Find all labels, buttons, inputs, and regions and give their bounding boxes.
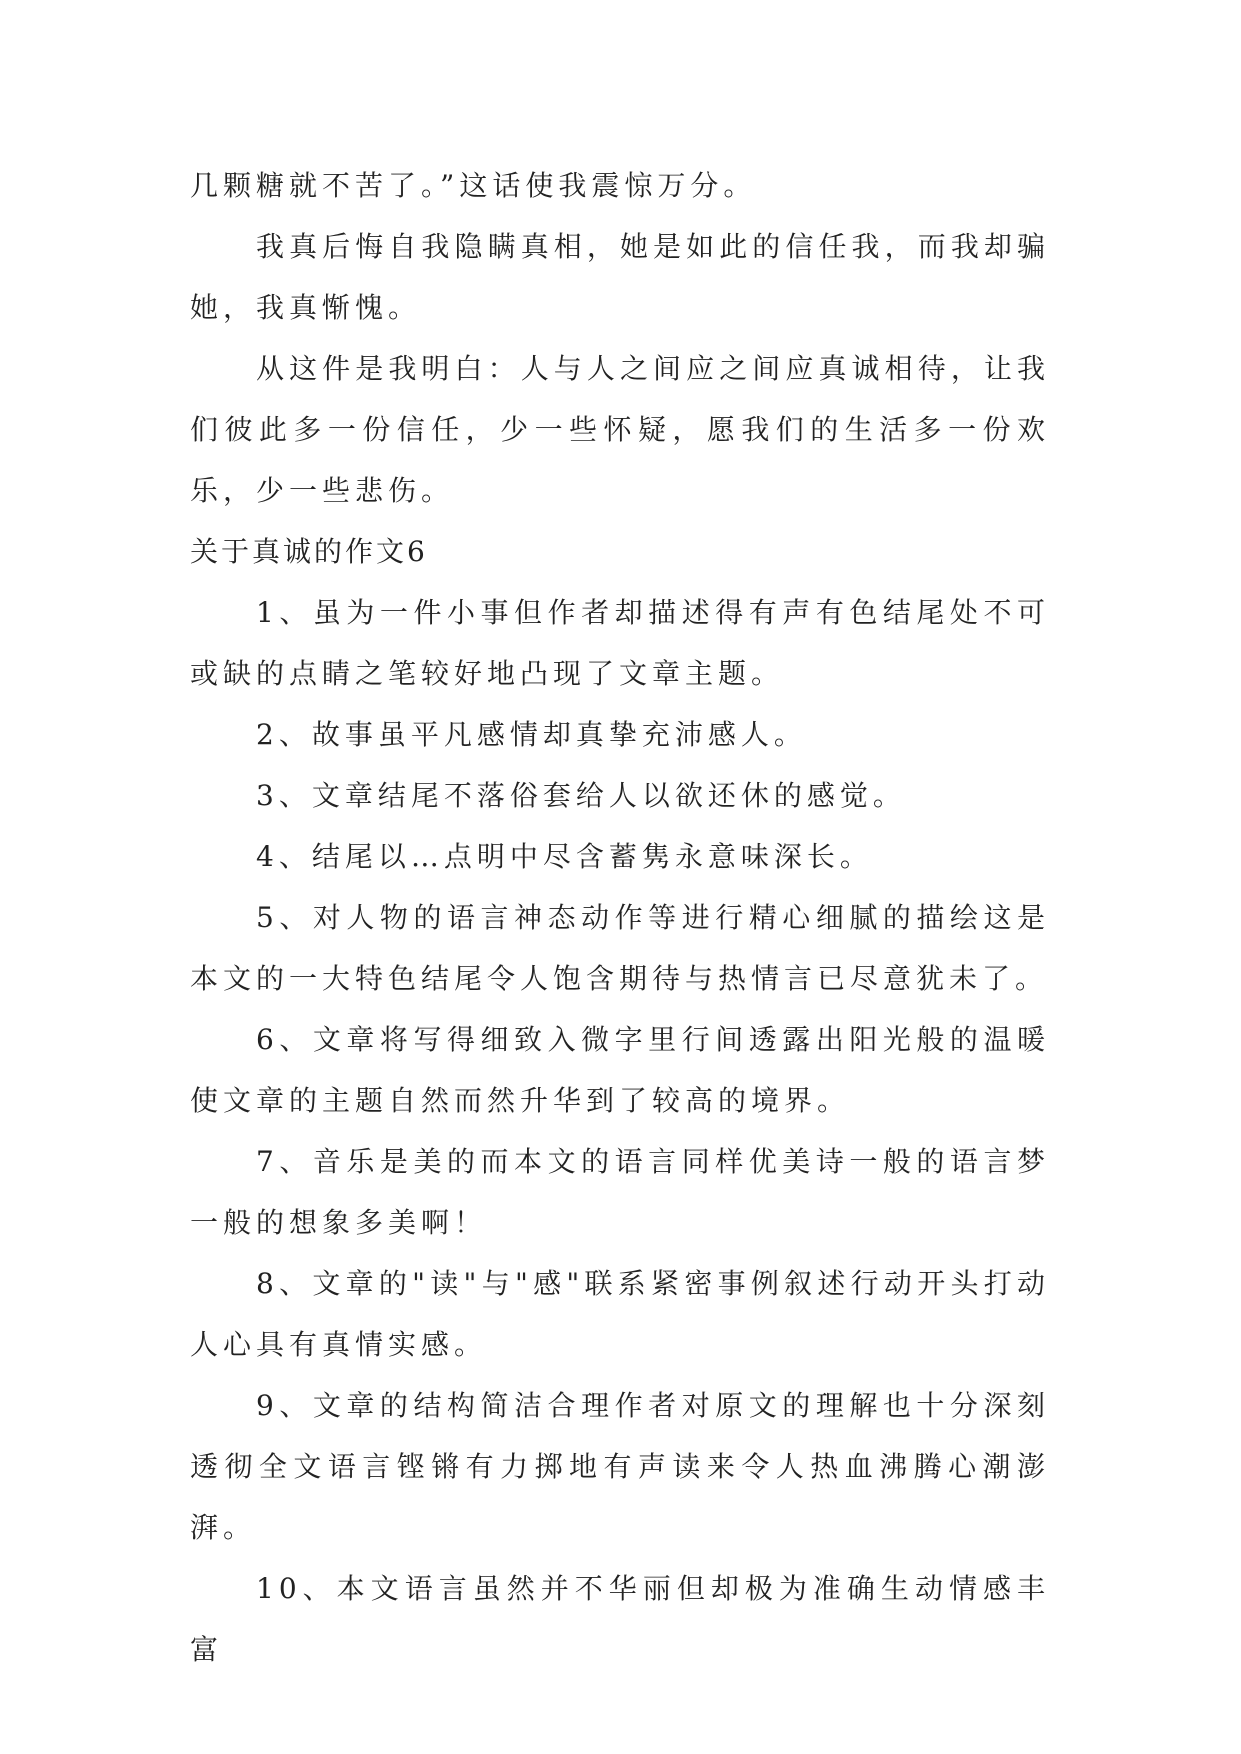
comment-item-2: 2、故事虽平凡感情却真挚充沛感人。	[256, 718, 807, 751]
comment-item-1: 1、虽为一件小事但作者却描述得有声有色结尾处不可或缺的点睛之笔较好地凸现了文章主题。	[190, 596, 1050, 690]
comment-item-4: 4、结尾以…点明中尽含蓄隽永意味深长。	[256, 840, 873, 873]
paragraph-continuation: 几颗糖就不苦了。”这话使我震惊万分。	[190, 169, 757, 202]
comment-item-7: 7、音乐是美的而本文的语言同样优美诗一般的语言梦一般的想象多美啊！	[190, 1145, 1050, 1239]
comment-item-9: 9、文章的结构简洁合理作者对原文的理解也十分深刻透彻全文语言铿锵有力掷地有声读来令人热血沸腾心潮澎湃。	[190, 1389, 1050, 1544]
section-title: 关于真诚的作文6	[190, 535, 428, 568]
paragraph-regret: 我真后悔自我隐瞒真相，她是如此的信任我，而我却骗她，我真惭愧。	[190, 230, 1050, 324]
document-body	[190, 155, 1050, 1680]
comment-item-3: 3、文章结尾不落俗套给人以欲还休的感觉。	[256, 779, 906, 812]
comment-item-10: 10、本文语言虽然并不华丽但却极为准确生动情感丰富	[190, 1572, 1050, 1666]
paragraph-lesson: 从这件是我明白：人与人之间应之间应真诚相待，让我们彼此多一份信任，少一些怀疑，愿我们的生活多一份欢乐，少一些悲伤。	[190, 352, 1050, 507]
comment-item-6: 6、文章将写得细致入微字里行间透露出阳光般的温暖使文章的主题自然而然升华到了较高的境界。	[190, 1023, 1050, 1117]
comment-item-8: 8、文章的"读"与"感"联系紧密事例叙述行动开头打动人心具有真情实感。	[190, 1267, 1050, 1361]
comment-item-5: 5、对人物的语言神态动作等进行精心细腻的描绘这是本文的一大特色结尾令人饱含期待与热情言已尽意犹未了。	[190, 901, 1050, 995]
